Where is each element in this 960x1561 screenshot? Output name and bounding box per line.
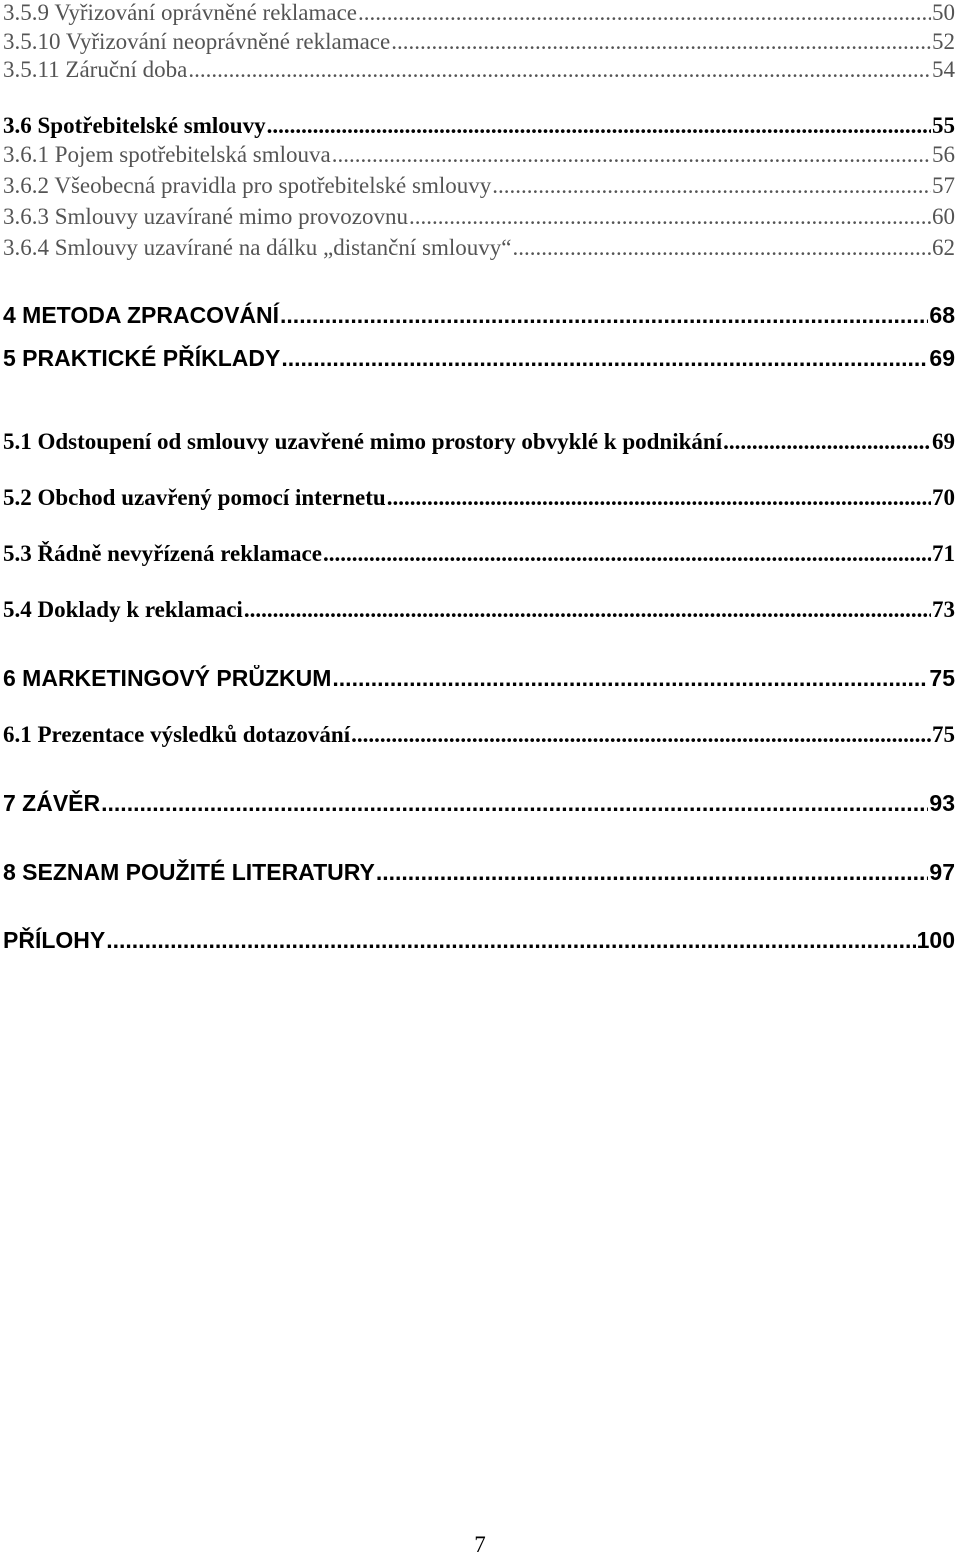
toc-entry-title: 5.3 Řádně nevyřízená reklamace — [3, 541, 322, 566]
toc-entry-8[interactable] — [3, 859, 955, 886]
toc-leader-dots — [391, 29, 931, 55]
toc-entry-title: 4 METODA ZPRACOVÁNÍ — [3, 302, 280, 328]
toc-leader-dots — [281, 345, 928, 372]
toc-entry-page: 69 — [932, 429, 955, 454]
toc-entry-page: 70 — [932, 485, 955, 510]
toc-entry-page: 52 — [932, 29, 955, 54]
toc-entry-page: 75 — [932, 722, 955, 747]
toc-leader-dots — [332, 665, 928, 692]
toc-entry-page: 60 — [932, 204, 955, 229]
toc-entry-title: 3.6.2 Všeobecná pravidla pro spotřebitelské smlouvy — [3, 173, 492, 198]
toc-entry-title: 8 SEZNAM POUŽITÉ LITERATURY — [3, 859, 375, 885]
toc-entry-title: 3.5.10 Vyřizování neoprávněné reklamace — [3, 29, 391, 54]
toc-entry-4[interactable] — [3, 302, 955, 329]
toc-entry-5-1[interactable] — [3, 429, 955, 455]
toc-entry-title: 3.6.3 Smlouvy uzavírané mimo provozovnu — [3, 204, 408, 229]
toc-entry-page: 54 — [932, 57, 955, 82]
toc-leader-dots — [376, 859, 929, 886]
toc-entry-3-6-1[interactable] — [3, 142, 955, 168]
toc-entry-3-6-3[interactable] — [3, 204, 955, 230]
toc-entry-title: 5.1 Odstoupení od smlouvy uzavřené mimo prostory obvyklé k podnikání — [3, 429, 723, 454]
toc-entry-page: 62 — [932, 235, 955, 260]
toc-entry-3-6-4[interactable] — [3, 235, 955, 261]
toc-entry-5-3[interactable] — [3, 541, 955, 567]
toc-leader-dots — [351, 722, 931, 748]
toc-leader-dots — [267, 113, 931, 139]
toc-entry-title: 6 MARKETINGOVÝ PRŮZKUM — [3, 665, 332, 691]
toc-entry-page: 55 — [932, 113, 955, 138]
toc-leader-dots — [280, 302, 928, 329]
toc-entry-title: 6.1 Prezentace výsledků dotazování — [3, 722, 351, 747]
toc-entry-page: 71 — [932, 541, 955, 566]
toc-entry-title: 5 PRAKTICKÉ PŘÍKLADY — [3, 345, 281, 371]
toc-entry-prilohy[interactable] — [3, 927, 955, 954]
toc-entry-5-2[interactable] — [3, 485, 955, 511]
toc-entry-page: 68 — [929, 302, 955, 328]
toc-entry-title: 3.5.11 Záruční doba — [3, 57, 188, 82]
toc-leader-dots — [492, 173, 931, 199]
toc-entry-7[interactable] — [3, 790, 955, 817]
toc-entry-page: 100 — [916, 927, 955, 953]
toc-leader-dots — [387, 485, 931, 511]
toc-entry-page: 93 — [929, 790, 955, 816]
toc-leader-dots — [106, 927, 915, 954]
toc-entry-title: 3.5.9 Vyřizování oprávněné reklamace — [3, 0, 358, 25]
toc-entry-page: 56 — [932, 142, 955, 167]
toc-leader-dots — [409, 204, 931, 230]
toc-entry-title: 7 ZÁVĚR — [3, 790, 101, 816]
toc-entry-title: 5.2 Obchod uzavřený pomocí internetu — [3, 485, 386, 510]
toc-entry-title: 5.4 Doklady k reklamaci — [3, 597, 243, 622]
toc-entry-3-6[interactable] — [3, 113, 955, 139]
toc-entry-page: 73 — [932, 597, 955, 622]
toc-entry-6-1[interactable] — [3, 722, 955, 748]
toc-entry-title: 3.6.4 Smlouvy uzavírané na dálku „distanční smlouvy“ — [3, 235, 512, 260]
toc-entry-page: 50 — [932, 0, 955, 25]
toc-leader-dots — [332, 142, 931, 168]
toc-leader-dots — [101, 790, 928, 817]
toc-entry-5[interactable] — [3, 345, 955, 372]
toc-leader-dots — [244, 597, 931, 623]
toc-leader-dots — [512, 235, 931, 261]
toc-entry-6[interactable] — [3, 665, 955, 692]
toc-entry-title: PŘÍLOHY — [3, 927, 106, 953]
toc-entry-3-5-9[interactable] — [3, 0, 955, 26]
toc-entry-3-5-10[interactable] — [3, 29, 955, 55]
toc-entry-3-5-11[interactable] — [3, 57, 955, 83]
toc-entry-page: 57 — [932, 173, 955, 198]
toc-entry-3-6-2[interactable] — [3, 173, 955, 199]
toc-entry-5-4[interactable] — [3, 597, 955, 623]
toc-entry-page: 97 — [929, 859, 955, 885]
toc-entry-title: 3.6.1 Pojem spotřebitelská smlouva — [3, 142, 331, 167]
toc-leader-dots — [723, 429, 931, 455]
toc-entry-page: 69 — [929, 345, 955, 371]
toc-leader-dots — [188, 57, 931, 83]
toc-leader-dots — [323, 541, 931, 567]
toc-entry-page: 75 — [929, 665, 955, 691]
toc-entry-title: 3.6 Spotřebitelské smlouvy — [3, 113, 266, 138]
page-number: 7 — [474, 1532, 486, 1557]
toc-leader-dots — [358, 0, 931, 26]
